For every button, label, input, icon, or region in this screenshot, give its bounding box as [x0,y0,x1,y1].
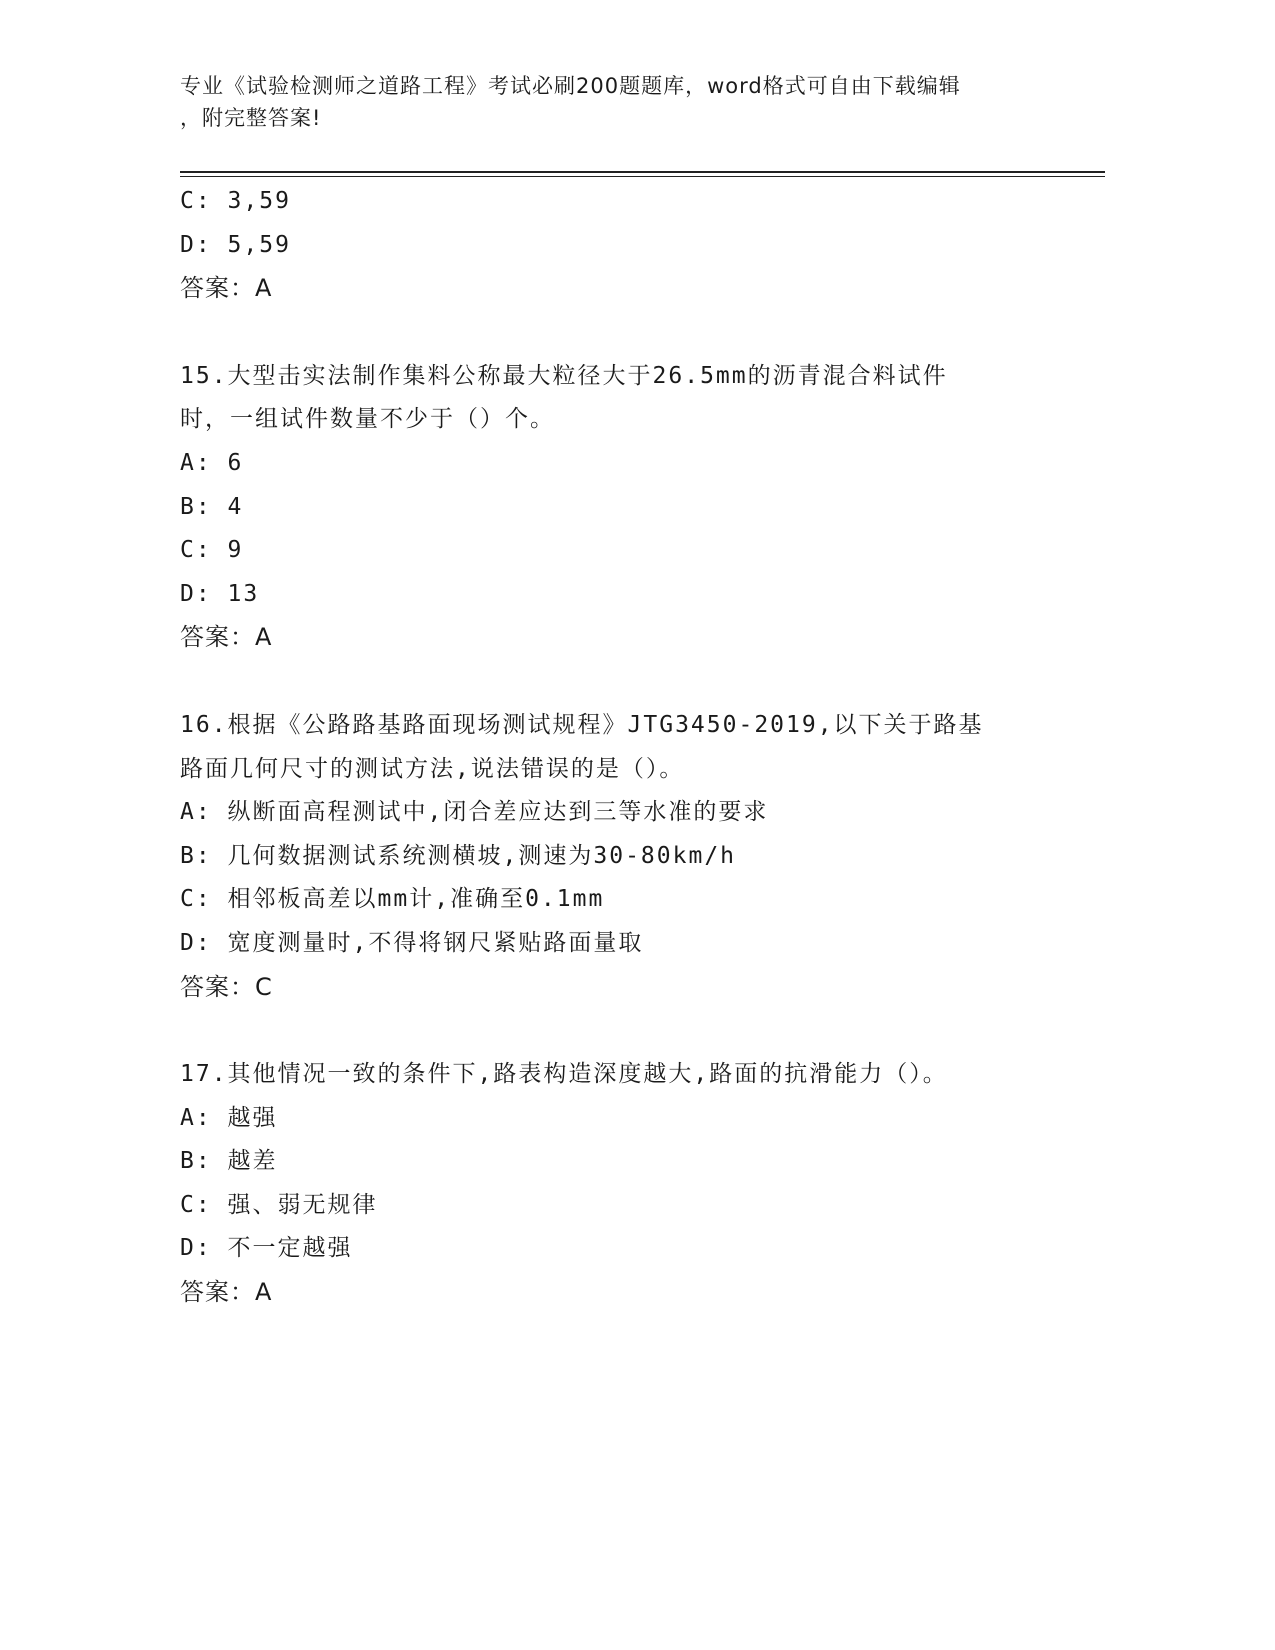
answer: 答案：A [180,623,273,652]
option-b: B: 几何数据测试系统测横坡,测速为30-80km/h [180,842,737,869]
answer: 答案：C [180,972,273,1001]
header-divider [180,171,1105,173]
question-stem-cont: 时，一组试件数量不少于（）个。 [180,406,555,433]
header-line-1: 专业《试验检测师之道路工程》考试必刷200题题库，word格式可自由下载编辑 [180,74,961,98]
question-stem: 16.根据《公路路基路面现场测试规程》JTG3450-2019,以下关于路基 [180,711,984,738]
option-c: C: 相邻板高差以mm计,准确至0.1mm [180,886,605,913]
option-c: C: 强、弱无规律 [180,1191,378,1218]
page-header [180,70,1040,134]
option-b: B: 越差 [180,1148,278,1175]
option-a: A: 6 [180,449,244,476]
option-c: C: 9 [180,537,244,564]
option-a: A: 越强 [180,1104,278,1131]
header-divider-thin [180,176,1105,177]
option-d: D: 13 [180,580,260,607]
option-b: B: 4 [180,493,244,520]
option-a: A: 纵断面高程测试中,闭合差应达到三等水准的要求 [180,799,769,826]
question-15 [180,355,1040,660]
question-17 [180,1053,1040,1315]
option-d: D: 5,59 [180,231,291,258]
question-14-tail [180,180,1040,311]
question-stem: 17.其他情况一致的条件下,路表构造深度越大,路面的抗滑能力（）。 [180,1061,948,1088]
option-d: D: 不一定越强 [180,1235,353,1262]
answer: 答案：A [180,1278,273,1307]
header-line-2: ，附完整答案! [180,106,322,130]
option-c: C: 3,59 [180,188,291,214]
answer: 答案：A [180,274,273,303]
question-16 [180,704,1040,1009]
option-d: D: 宽度测量时,不得将钢尺紧贴路面量取 [180,929,644,956]
question-stem: 15.大型击实法制作集料公称最大粒径大于26.5mm的沥青混合料试件 [180,362,948,389]
question-content [180,180,1040,1315]
question-stem-cont: 路面几何尺寸的测试方法,说法错误的是（）。 [180,755,685,782]
